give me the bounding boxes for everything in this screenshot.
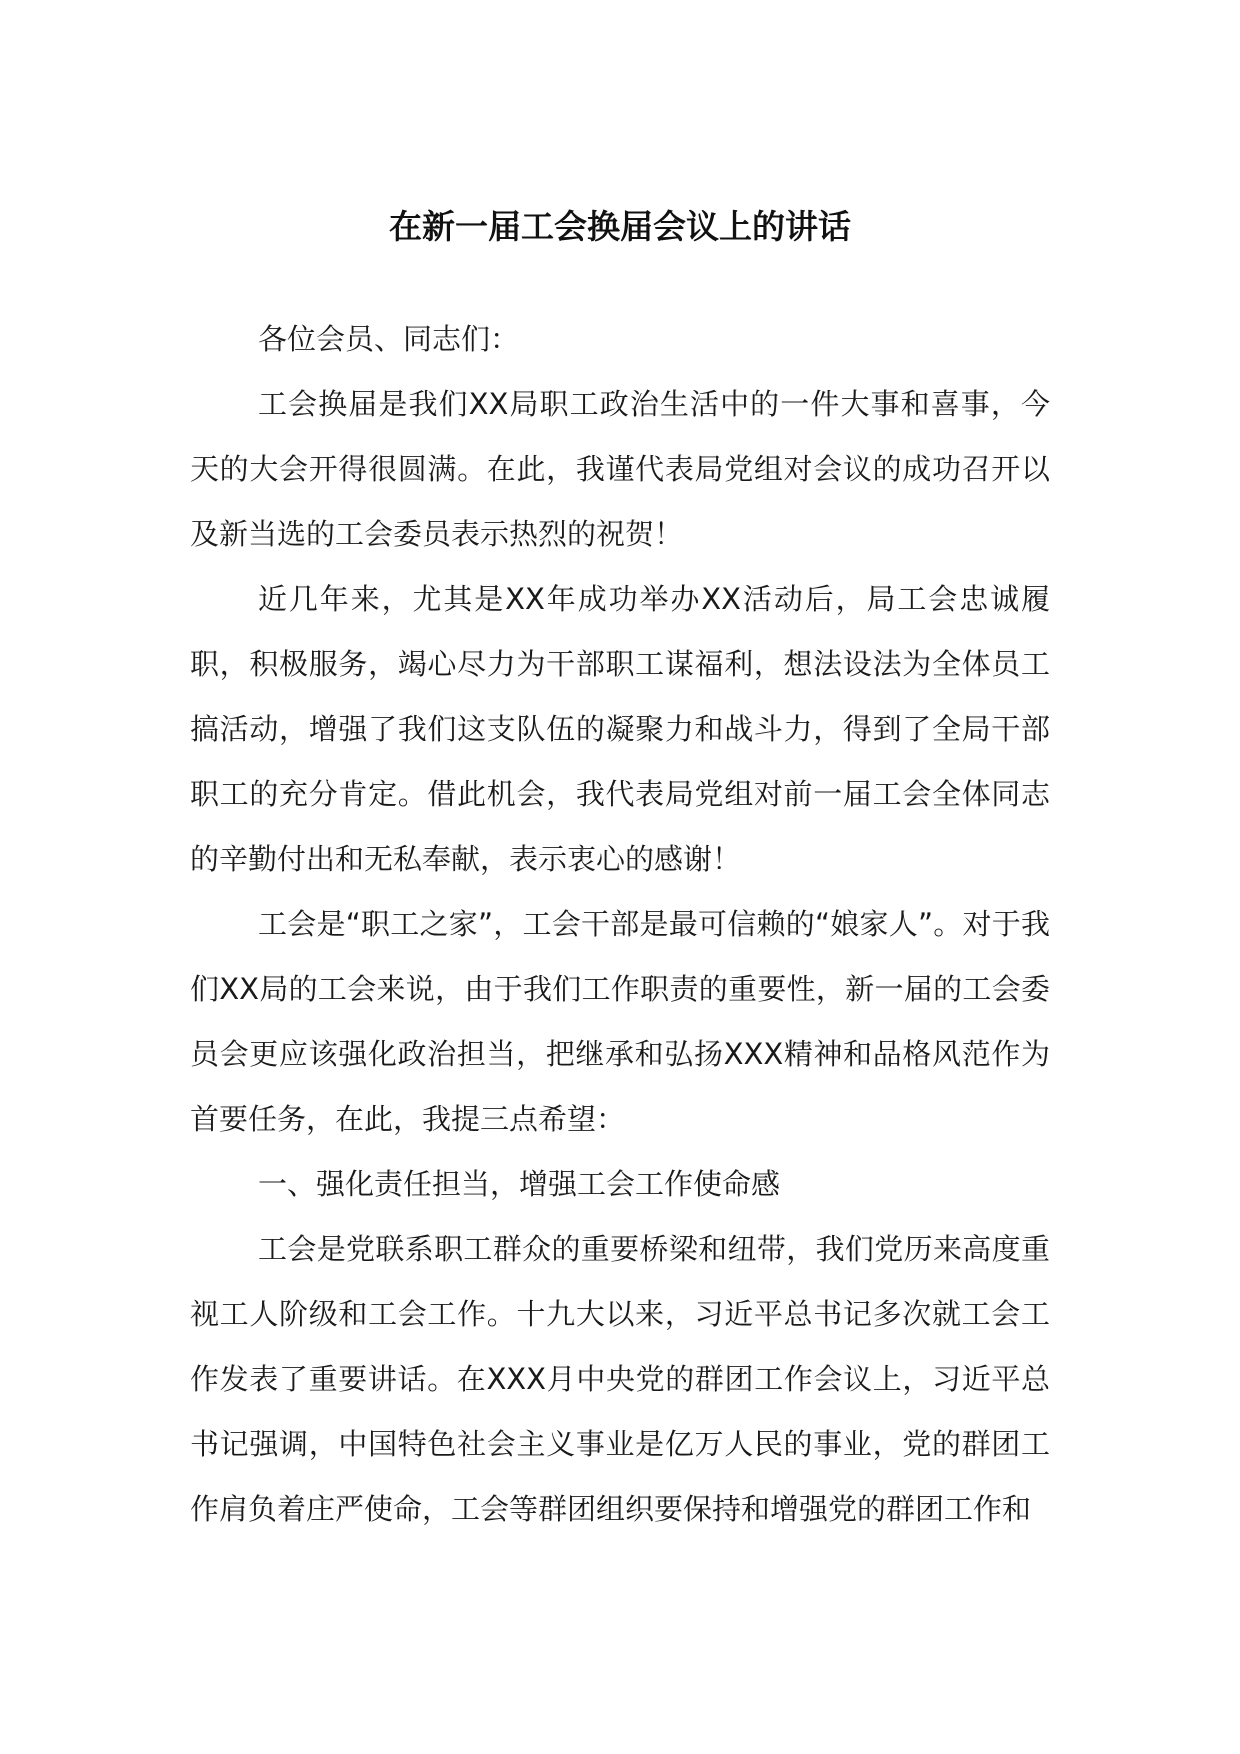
- document-body: [190, 307, 1050, 1542]
- body-paragraph: 近几年来，尤其是XX年成功举办XX活动后，局工会忠诚履职，积极服务，竭心尽力为干部职工谋福利，想法设法为全体员工搞活动，增强了我们这支队伍的凝聚力和战斗力，得到了全局干部职工的充分肯定。借此机会，我代表局党组对前一届工会全体同志的辛勤付出和无私奉献，表示衷心的感谢！: [190, 582, 1050, 876]
- body-paragraph: 工会是“职工之家”，工会干部是最可信赖的“娘家人”。对于我们XX局的工会来说，由于我们工作职责的重要性，新一届的工会委员会更应该强化政治担当，把继承和弘扬XXX精神和品格风范作为首要任务，在此，我提三点希望：: [190, 907, 1050, 1136]
- document-title: 在新一届工会换届会议上的讲话: [389, 207, 851, 246]
- salutation-paragraph: 各位会员、同志们：: [258, 322, 520, 356]
- body-paragraph: 工会换届是我们XX局职工政治生活中的一件大事和喜事，今天的大会开得很圆满。在此，我谨代表局党组对会议的成功召开以及新当选的工会委员表示热烈的祝贺！: [190, 387, 1050, 551]
- section-heading: 一、强化责任担当，增强工会工作使命感: [258, 1167, 781, 1201]
- body-paragraph: 工会是党联系职工群众的重要桥梁和纽带，我们党历来高度重视工人阶级和工会工作。十九大以来，习近平总书记多次就工会工作发表了重要讲话。在XXX月中央党的群团工作会议上，习近平总书记强调，中国特色社会主义事业是亿万人民的事业，党的群团工作肩负着庄严使命，工会等群团组织要保持和增强党的群团工作和: [190, 1232, 1050, 1526]
